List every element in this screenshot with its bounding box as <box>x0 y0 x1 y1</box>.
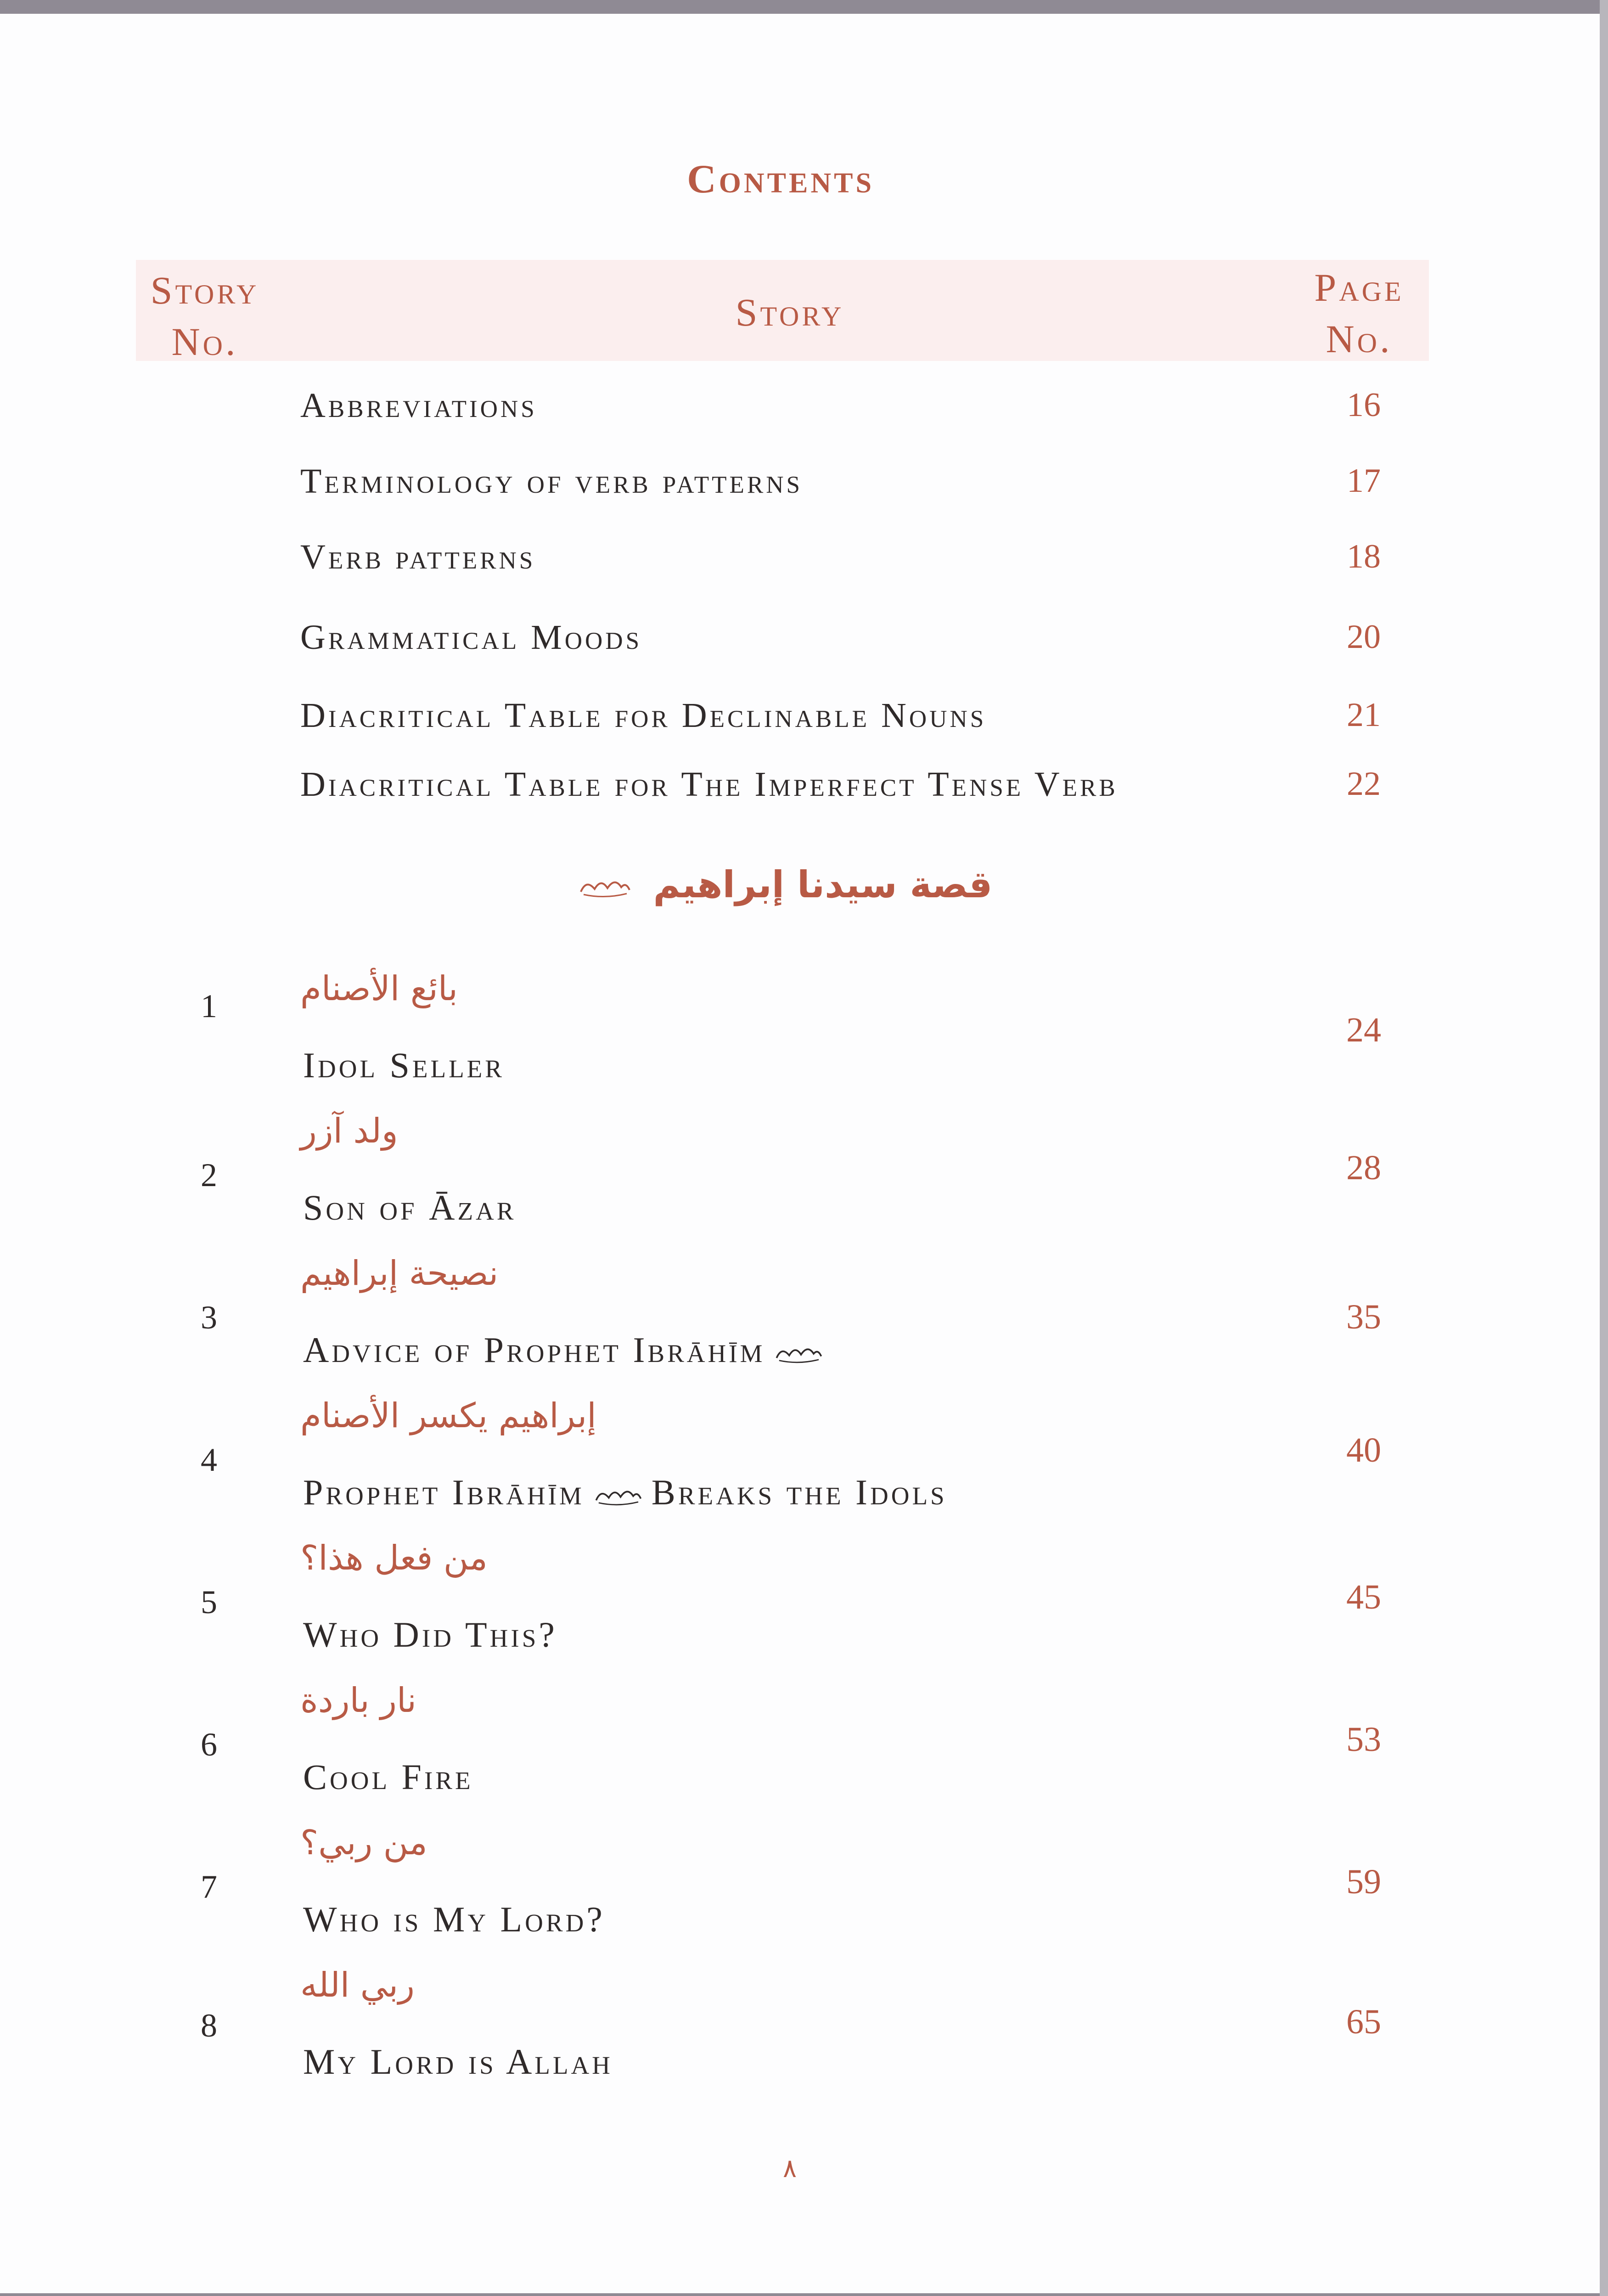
header-story-no: Story No. <box>150 268 259 364</box>
honorific-seal-icon <box>593 1483 643 1509</box>
story-english-title <box>303 1472 947 1513</box>
story-arabic-title: من ربي؟ <box>300 1823 427 1863</box>
story-page-number: 59 <box>1346 1863 1381 1901</box>
story-page-number: 40 <box>1346 1431 1381 1469</box>
story-arabic-title: ولد آزر <box>300 1111 398 1151</box>
page-title: Contents <box>687 157 874 202</box>
page-number: 16 <box>1347 386 1381 424</box>
story-english-title: Who Did This? <box>303 1615 557 1654</box>
story-number: 8 <box>201 2007 217 2044</box>
page-number: 20 <box>1347 618 1381 656</box>
story-english-title-text: Breaks the Idols <box>651 1472 947 1512</box>
story-english-title: Son of Āzar <box>303 1187 517 1227</box>
header-story: Story <box>735 290 844 334</box>
story-arabic-title: نار باردة <box>300 1681 417 1720</box>
story-english-title: Idol Seller <box>303 1045 505 1085</box>
story-page-number: 35 <box>1346 1298 1381 1336</box>
story-page-number: 24 <box>1346 1011 1381 1049</box>
story-arabic-title: نصيحة إبراهيم <box>300 1254 499 1293</box>
story-arabic-title: بائع الأصنام <box>300 969 458 1008</box>
story-english-title-text: Prophet Ibrāhīm <box>303 1472 585 1512</box>
page-number: 18 <box>1347 538 1381 575</box>
story-page-number: 65 <box>1346 2003 1381 2041</box>
section-heading-text: قصة سيدنا إبراهيم <box>653 863 993 906</box>
front-matter-title: Verb patterns <box>300 538 536 576</box>
scan-edge-bottom <box>0 2293 1608 2296</box>
story-english-title: Cool Fire <box>303 1757 473 1797</box>
story-number: 1 <box>201 988 217 1024</box>
front-matter-title: Diacritical Table for Declinable Nouns <box>300 696 987 735</box>
front-matter-title: Diacritical Table for The Imperfect Tense Verb <box>300 765 1118 804</box>
story-arabic-title: من فعل هذا؟ <box>300 1538 488 1578</box>
front-matter-title: Grammatical Moods <box>300 618 642 657</box>
story-page-number: 45 <box>1346 1578 1381 1616</box>
story-arabic-title: إبراهيم يكسر الأصنام <box>300 1396 596 1435</box>
story-number: 2 <box>201 1157 217 1193</box>
story-page-number: 53 <box>1346 1720 1381 1759</box>
section-heading <box>0 863 1561 906</box>
page-folio: ٨ <box>782 2155 797 2183</box>
story-page-number: 28 <box>1346 1148 1381 1187</box>
story-number: 5 <box>201 1584 217 1621</box>
story-english-title: Who is My Lord? <box>303 1899 605 1939</box>
front-matter-title: Abbreviations <box>300 386 537 425</box>
page-number: 17 <box>1347 462 1381 500</box>
story-english-title <box>303 1329 832 1371</box>
story-number: 3 <box>201 1299 217 1336</box>
honorific-seal-icon <box>577 873 632 901</box>
story-number: 6 <box>201 1726 217 1763</box>
header-page-no: Page No. <box>1314 265 1404 361</box>
page-number: 21 <box>1347 696 1381 734</box>
story-arabic-title: ربي الله <box>300 1965 415 2005</box>
page-number: 22 <box>1347 765 1381 803</box>
story-number: 7 <box>201 1868 217 1905</box>
honorific-seal-icon <box>773 1341 824 1367</box>
front-matter-title: Terminology of verb patterns <box>300 462 803 501</box>
story-english-title: My Lord is Allah <box>303 2042 613 2082</box>
scan-edge-right <box>1600 0 1608 2296</box>
story-number: 4 <box>201 1441 217 1478</box>
story-english-title-text: Advice of Prophet Ibrāhīm <box>303 1330 765 1370</box>
